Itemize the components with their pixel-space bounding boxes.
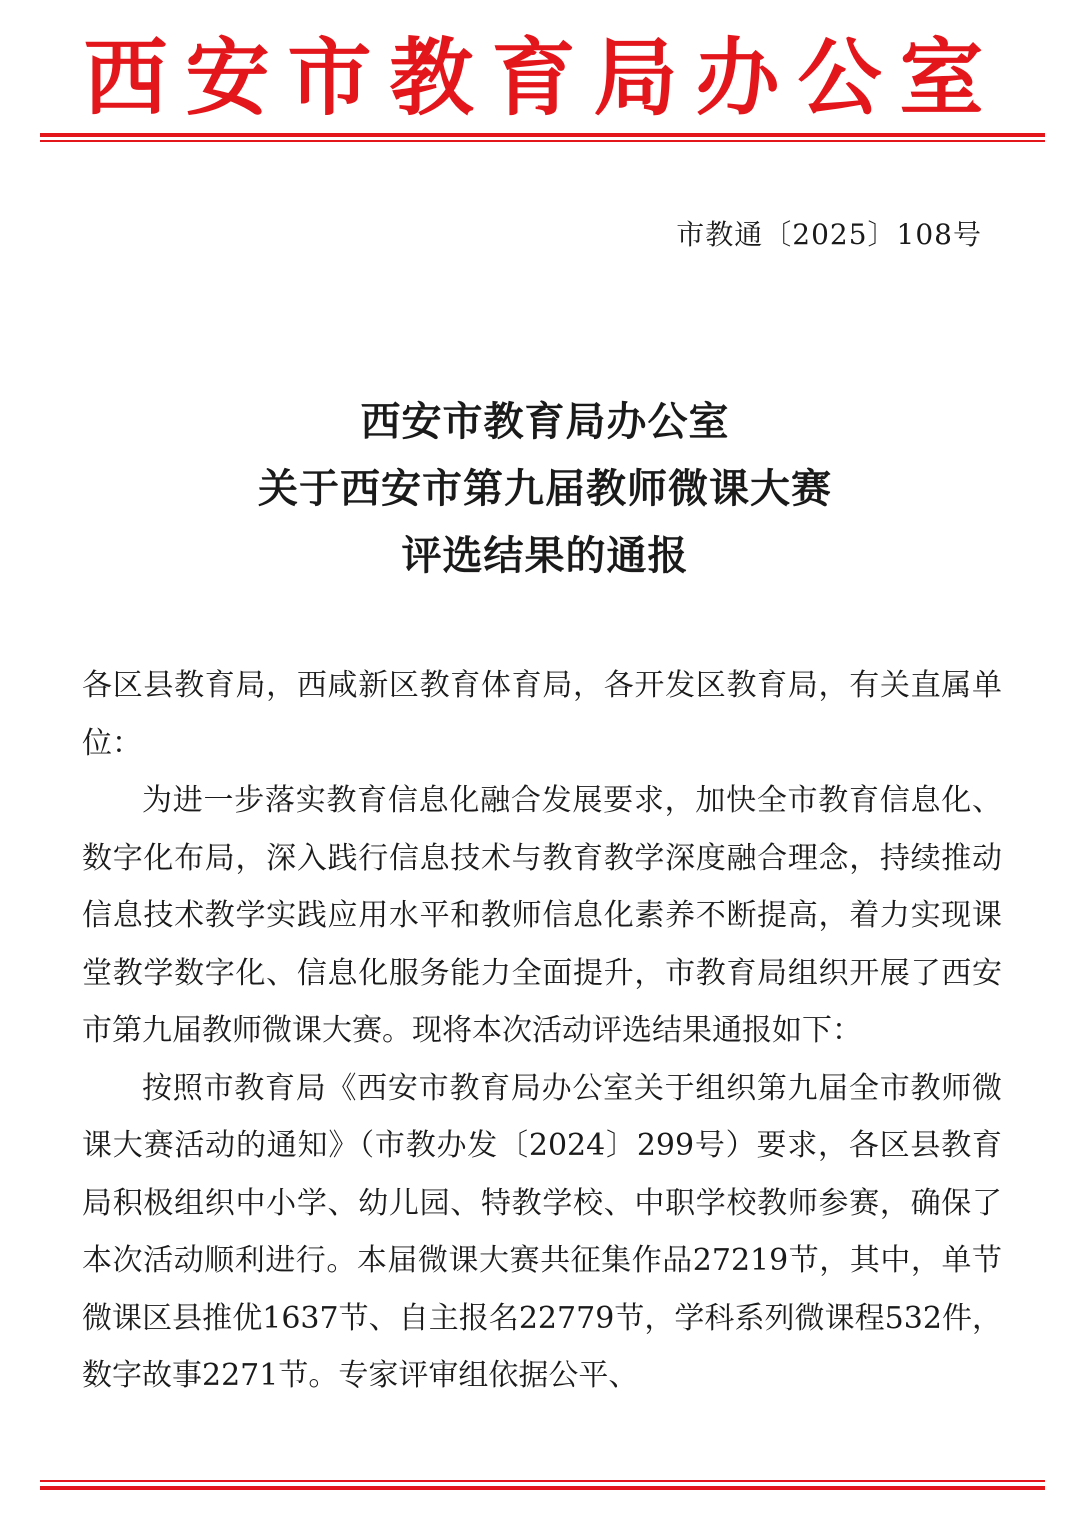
title-line-1: 西安市教育局办公室 bbox=[360, 398, 730, 445]
salutation: 各区县教育局，西咸新区教育体育局，各开发区教育局，有关直属单位： bbox=[82, 668, 1002, 761]
footer-rule-thin bbox=[40, 1480, 1045, 1482]
footer-rule-thick bbox=[40, 1486, 1045, 1490]
document-number: 市教通〔2025〕108号 bbox=[676, 218, 982, 251]
document-title bbox=[0, 388, 1090, 589]
masthead-title: 西安市教育局办公室 bbox=[83, 28, 1002, 127]
title-line-3: 评选结果的通报 bbox=[401, 532, 689, 579]
paragraph-1: 为进一步落实教育信息化融合发展要求，加快全市教育信息化、数字化布局，深入践行信息技术与教育教学深度融合理念，持续推动信息技术教学实践应用水平和教师信息化素养不断提高，着力实现课堂教学数字化、信息化服务能力全面提升，市教育局组织开展了西安市第九届教师微课大赛。现将本次活动评选结果通报如下： bbox=[82, 783, 1002, 1048]
document-body bbox=[82, 657, 1002, 1405]
header-rule-thin bbox=[40, 140, 1045, 142]
title-line-2: 关于西安市第九届教师微课大赛 bbox=[258, 465, 832, 512]
paragraph-2: 按照市教育局《西安市教育局办公室关于组织第九届全市教师微课大赛活动的通知》（市教办发〔2024〕299号）要求，各区县教育局积极组织中小学、幼儿园、特教学校、中职学校教师参赛，确保了本次活动顺利进行。本届微课大赛共征集作品27219节，其中，单节微课区县推优1637节、自主报名22779节，学科系列微课程532件，数字故事2271节。专家评审组依据公平、 bbox=[82, 1070, 1002, 1393]
header-rule-thick bbox=[40, 133, 1045, 137]
